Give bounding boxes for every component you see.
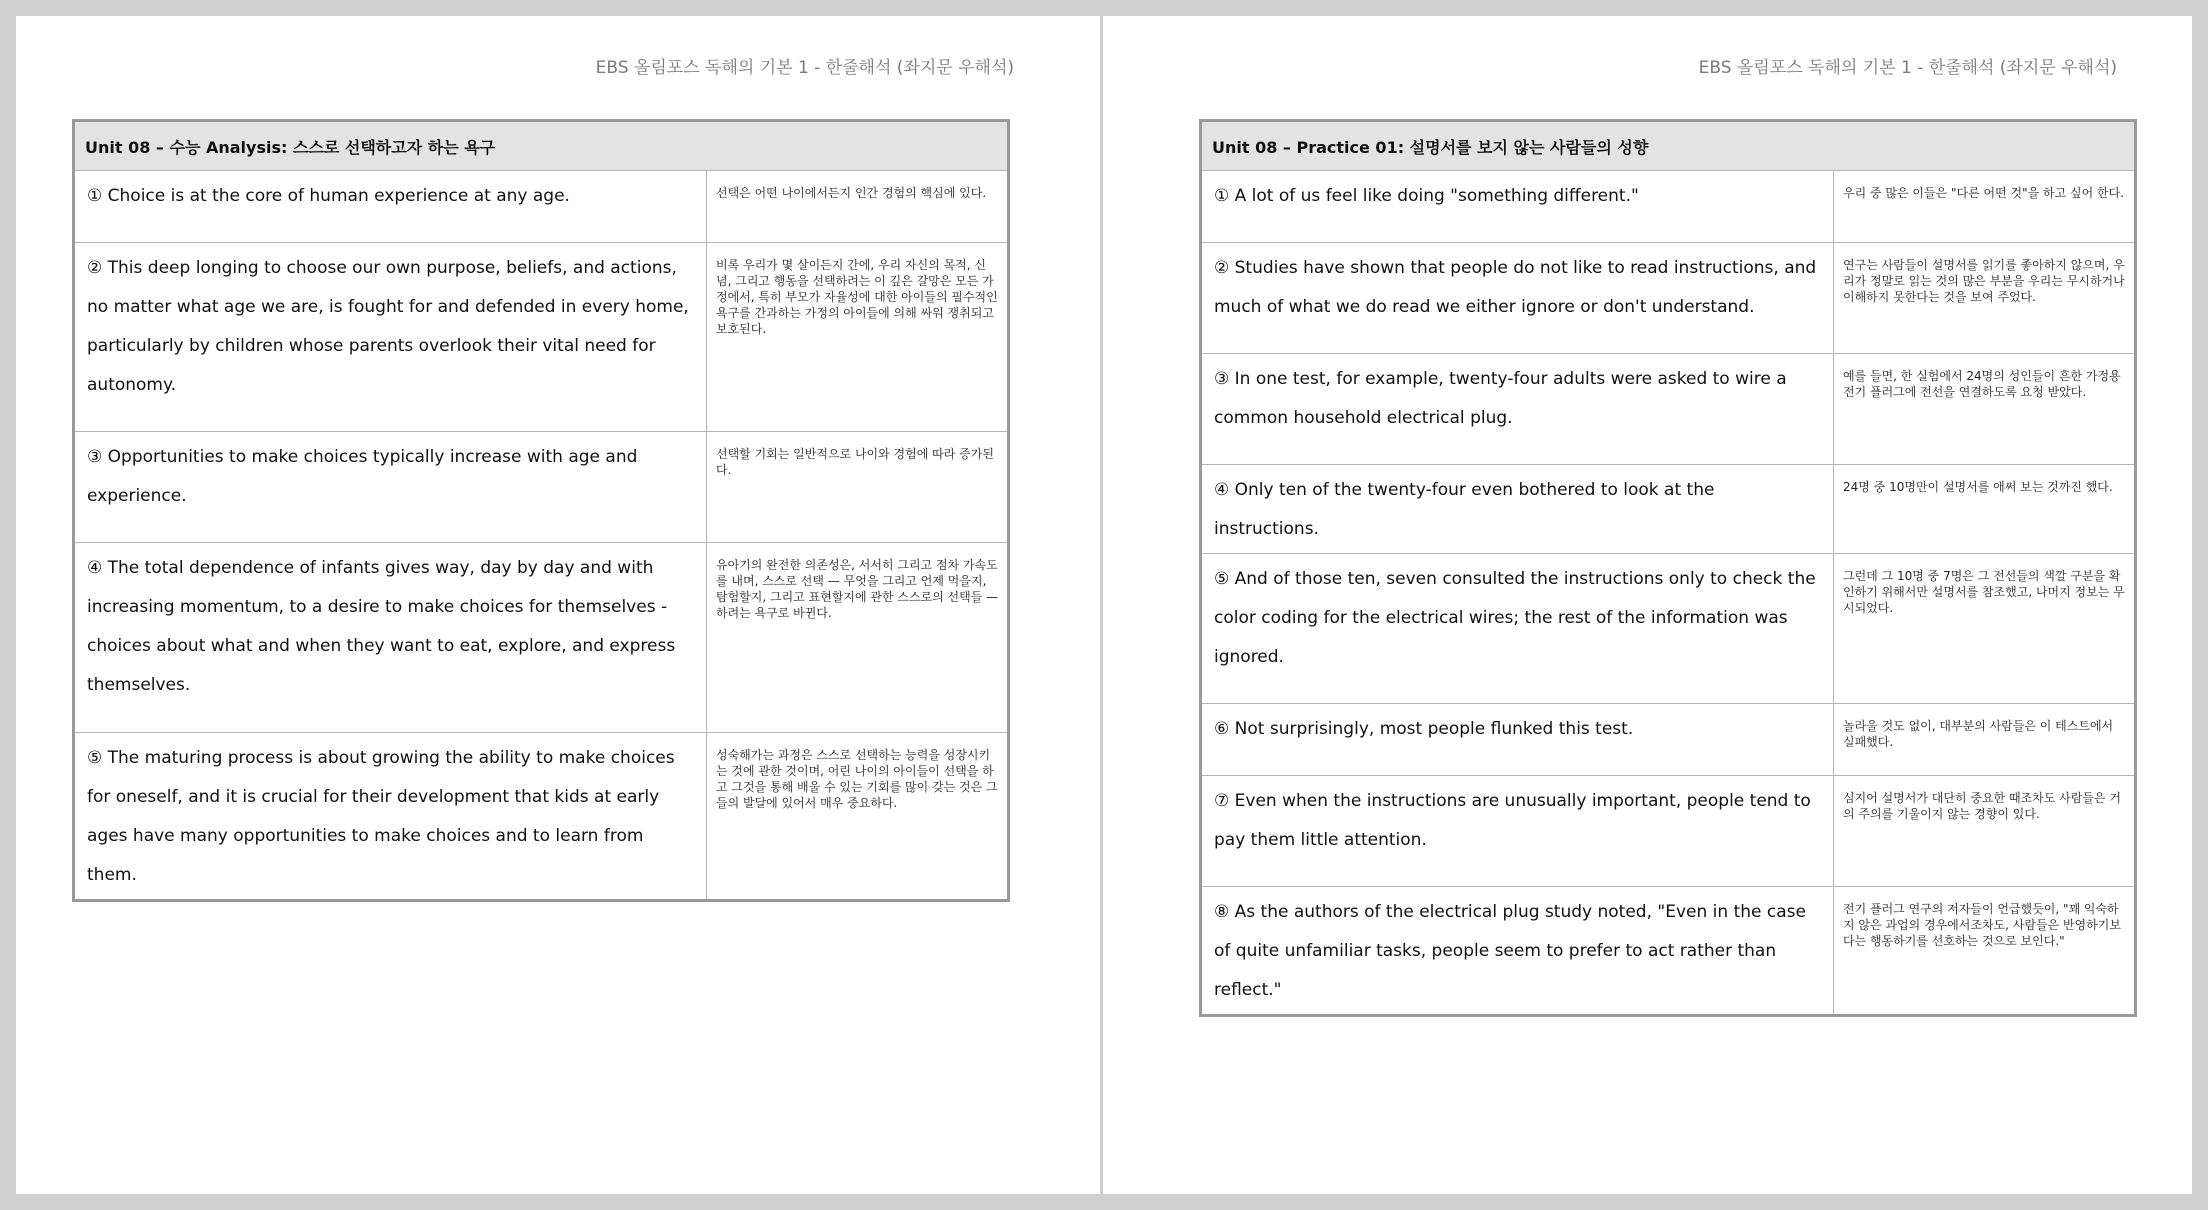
table-row [74, 543, 1009, 733]
english-sentence: ④ Only ten of the twenty-four even bothered to look at the instructions. [1201, 465, 1834, 554]
english-sentence: ⑤ The maturing process is about growing the ability to make choices for oneself, and it is crucial for their development that kids at early ages have many opportunities to make choices and to learn from them. [74, 733, 707, 901]
table-row [74, 171, 1009, 243]
table-row [74, 733, 1009, 901]
table-row [1201, 776, 2136, 887]
english-sentence: ① A lot of us feel like doing "something different." [1201, 171, 1834, 243]
table-row [1201, 243, 2136, 354]
korean-translation: 선택은 어떤 나이에서든지 인간 경험의 핵심에 있다. [707, 171, 1009, 243]
korean-translation: 유아기의 완전한 의존성은, 서서히 그리고 점차 가속도를 내며, 스스로 선택 — 무엇을 그리고 언제 먹을지, 탐험할지, 그리고 표현할지에 관한 스스로의 선택들 — 하려는 욕구로 바뀐다. [707, 543, 1009, 733]
table-row [1201, 171, 2136, 243]
english-sentence: ② Studies have shown that people do not like to read instructions, and much of what we do read we either ignore or don't understand. [1201, 243, 1834, 354]
table-row [74, 243, 1009, 432]
korean-translation: 성숙해가는 과정은 스스로 선택하는 능력을 성장시키는 것에 관한 것이며, 어린 나이의 아이들이 선택을 하고 그것을 통해 배울 수 있는 기회를 많이 갖는 것은 그들의 발달에 있어서 매우 중요하다. [707, 733, 1009, 901]
table-title: Unit 08 – 수능 Analysis: 스스로 선택하고자 하는 욕구 [74, 121, 1009, 171]
english-sentence: ⑥ Not surprisingly, most people flunked this test. [1201, 704, 1834, 776]
table-row [1201, 887, 2136, 1016]
english-sentence: ④ The total dependence of infants gives way, day by day and with increasing momentum, to a desire to make choices for themselves - choices about what and when they want to eat, explore, and express themselves. [74, 543, 707, 733]
page-header: EBS 올림포스 독해의 기본 1 - 한줄해석 (좌지문 우해석) [1698, 58, 2117, 78]
korean-translation: 심지어 설명서가 대단히 중요한 때조차도 사람들은 거의 주의를 기울이지 않는 경향이 있다. [1834, 776, 2136, 887]
table-row [1201, 465, 2136, 554]
korean-translation: 예를 들면, 한 실험에서 24명의 성인들이 흔한 가정용 전기 플러그에 전선을 연결하도록 요청 받았다. [1834, 354, 2136, 465]
english-sentence: ② This deep longing to choose our own purpose, beliefs, and actions, no matter what age we are, is fought for and defended in every home, particularly by children whose parents overlook their vital need for autonomy. [74, 243, 707, 432]
left-page [16, 16, 1100, 1194]
english-sentence: ⑧ As the authors of the electrical plug study noted, "Even in the case of quite unfamiliar tasks, people seem to prefer to act rather than reflect." [1201, 887, 1834, 1016]
table-title: Unit 08 – Practice 01: 설명서를 보지 않는 사람들의 성향 [1201, 121, 2136, 171]
korean-translation: 선택할 기회는 일반적으로 나이와 경험에 따라 증가된다. [707, 432, 1009, 543]
english-sentence: ⑤ And of those ten, seven consulted the instructions only to check the color coding for the electrical wires; the rest of the information was ignored. [1201, 554, 1834, 704]
right-page [1103, 16, 2192, 1194]
table-row [74, 432, 1009, 543]
english-sentence: ① Choice is at the core of human experience at any age. [74, 171, 707, 243]
translation-table [72, 119, 1010, 902]
korean-translation: 놀라울 것도 없이, 대부분의 사람들은 이 테스트에서 실패했다. [1834, 704, 2136, 776]
korean-translation: 전기 플러그 연구의 저자들이 언급했듯이, "꽤 익숙하지 않은 과업의 경우에서조차도, 사람들은 반영하기보다는 행동하기를 선호하는 것으로 보인다." [1834, 887, 2136, 1016]
english-sentence: ③ In one test, for example, twenty-four adults were asked to wire a common household electrical plug. [1201, 354, 1834, 465]
table-title-row [1201, 121, 2136, 171]
table-title-row [74, 121, 1009, 171]
korean-translation: 우리 중 많은 이들은 "다른 어떤 것"을 하고 싶어 한다. [1834, 171, 2136, 243]
english-sentence: ③ Opportunities to make choices typically increase with age and experience. [74, 432, 707, 543]
table-row [1201, 354, 2136, 465]
korean-translation: 연구는 사람들이 설명서를 읽기를 좋아하지 않으며, 우리가 정말로 읽는 것의 많은 부분을 우리는 무시하거나 이해하지 못한다는 것을 보여 주었다. [1834, 243, 2136, 354]
korean-translation: 그런데 그 10명 중 7명은 그 전선들의 색깔 구분을 확인하기 위해서만 설명서를 참조했고, 나머지 정보는 무시되었다. [1834, 554, 2136, 704]
korean-translation: 24명 중 10명만이 설명서를 애써 보는 것까진 했다. [1834, 465, 2136, 554]
page-header: EBS 올림포스 독해의 기본 1 - 한줄해석 (좌지문 우해석) [595, 58, 1014, 78]
translation-table [1199, 119, 2137, 1017]
korean-translation: 비록 우리가 몇 살이든지 간에, 우리 자신의 목적, 신념, 그리고 행동을 선택하려는 이 깊은 갈망은 모든 가정에서, 특히 부모가 자율성에 대한 아이들의 필수적인 욕구를 간과하는 가정의 아이들에 의해 싸워 쟁취되고 보호된다. [707, 243, 1009, 432]
table-row [1201, 704, 2136, 776]
table-row [1201, 554, 2136, 704]
english-sentence: ⑦ Even when the instructions are unusually important, people tend to pay them little attention. [1201, 776, 1834, 887]
